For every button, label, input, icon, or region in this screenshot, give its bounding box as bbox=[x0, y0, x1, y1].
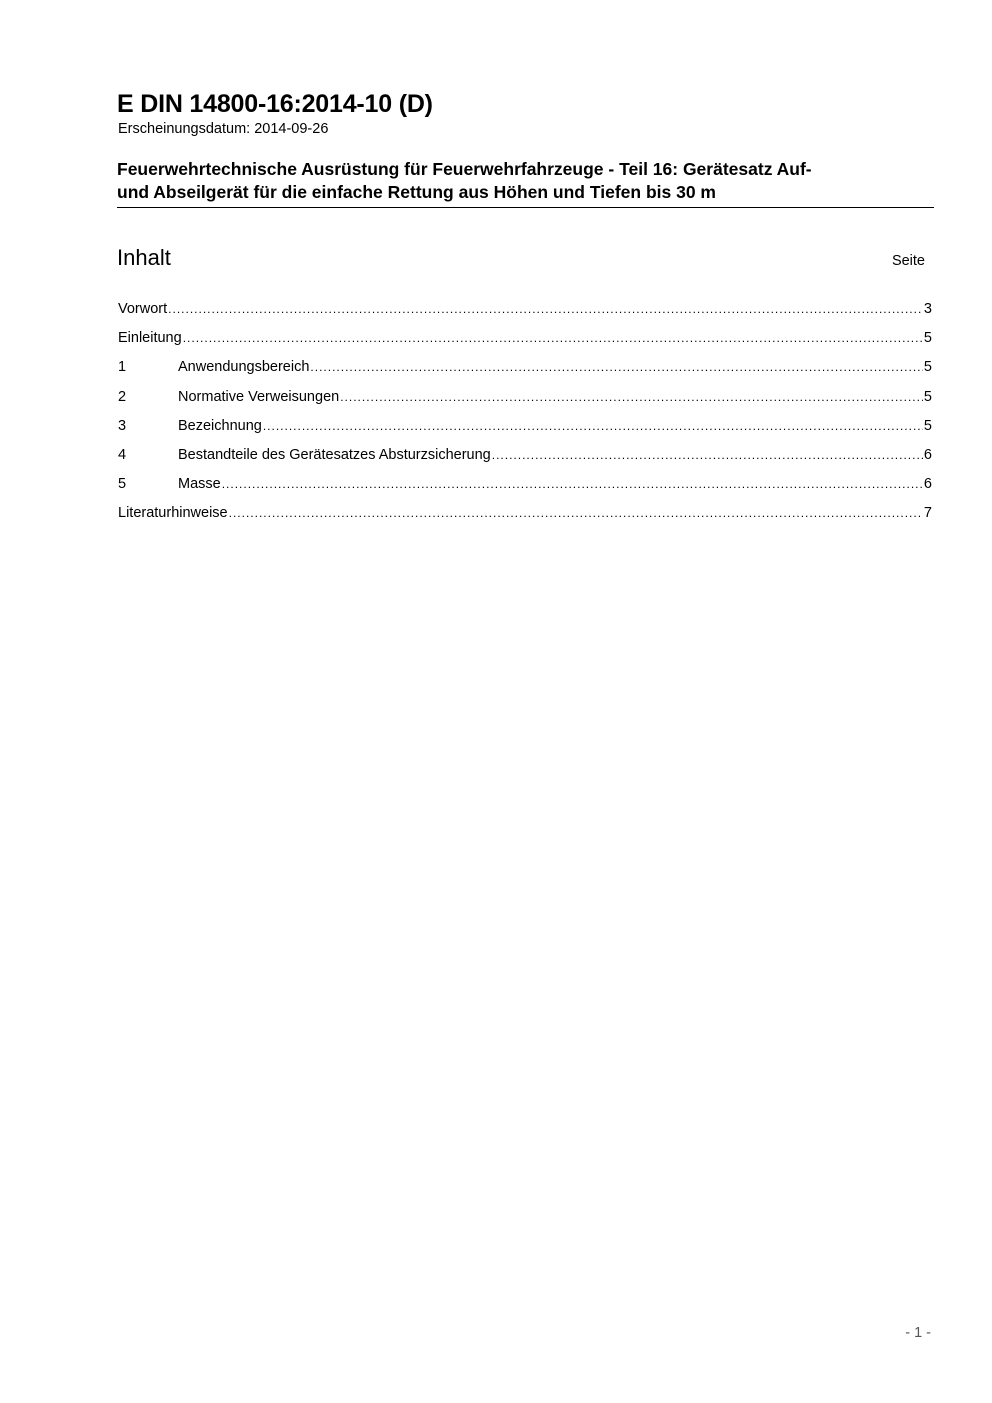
toc-entry-normative-verweisungen[interactable] bbox=[118, 389, 932, 418]
toc-entry-title: Anwendungsbereich bbox=[178, 359, 310, 376]
toc-leader-dots bbox=[340, 390, 923, 404]
toc-leader-dots bbox=[183, 331, 923, 345]
toc-entry-vorwort[interactable] bbox=[118, 301, 932, 330]
toc-heading: Inhalt bbox=[117, 245, 171, 270]
toc-entry-masse[interactable] bbox=[118, 476, 932, 505]
toc-entry-number: 2 bbox=[118, 388, 127, 405]
toc-entry-page: 6 bbox=[923, 446, 932, 463]
toc-leader-dots bbox=[310, 360, 923, 374]
toc-entry-title: Einleitung bbox=[118, 330, 182, 347]
table-of-contents bbox=[118, 301, 932, 535]
toc-entry-title: Vorwort bbox=[118, 301, 168, 317]
toc-entry-title: Normative Verweisungen bbox=[178, 388, 340, 405]
toc-leader-dots bbox=[229, 506, 923, 520]
toc-leader-dots bbox=[222, 477, 923, 491]
document-title bbox=[117, 158, 934, 208]
toc-entry-number: 5 bbox=[118, 476, 127, 493]
toc-entry-einleitung[interactable] bbox=[118, 330, 932, 359]
toc-entry-page: 5 bbox=[923, 330, 932, 347]
toc-entry-number: 1 bbox=[118, 359, 127, 376]
toc-entry-title: Bestandteile des Gerätesatzes Absturzsicherung bbox=[178, 446, 491, 463]
toc-entry-page: 5 bbox=[923, 359, 932, 376]
toc-entry-literaturhinweise[interactable] bbox=[118, 505, 932, 534]
publication-date: Erscheinungsdatum: 2014-09-26 bbox=[118, 121, 329, 137]
title-line: und Abseilgerät für die einfache Rettung aus Höhen und Tiefen bis 30 m bbox=[117, 182, 716, 202]
toc-entry-page: 5 bbox=[923, 388, 932, 405]
toc-entry-page: 5 bbox=[923, 417, 932, 434]
document-number: E DIN 14800-16:2014-10 (D) bbox=[117, 90, 433, 118]
toc-entry-number: 3 bbox=[118, 417, 127, 434]
toc-leader-dots bbox=[492, 448, 923, 462]
page-number: - 1 - bbox=[905, 1325, 931, 1341]
toc-entry-title: Bezeichnung bbox=[178, 417, 262, 434]
toc-entry-title: Masse bbox=[178, 476, 221, 493]
toc-entry-page: 7 bbox=[923, 505, 932, 522]
toc-entry-number: 4 bbox=[118, 446, 127, 463]
toc-entry-bezeichnung[interactable] bbox=[118, 418, 932, 447]
toc-leader-dots bbox=[263, 419, 923, 433]
toc-entry-bestandteile[interactable] bbox=[118, 447, 932, 476]
toc-entry-title: Literaturhinweise bbox=[118, 505, 228, 522]
toc-page-column-label: Seite bbox=[891, 253, 925, 269]
toc-entry-page: 6 bbox=[923, 476, 932, 493]
toc-entry-page: 3 bbox=[923, 301, 932, 317]
toc-entry-anwendungsbereich[interactable] bbox=[118, 359, 932, 388]
toc-leader-dots bbox=[168, 302, 923, 316]
title-line: Feuerwehrtechnische Ausrüstung für Feuerwehrfahrzeuge - Teil 16: Gerätesatz Auf- bbox=[117, 159, 812, 179]
